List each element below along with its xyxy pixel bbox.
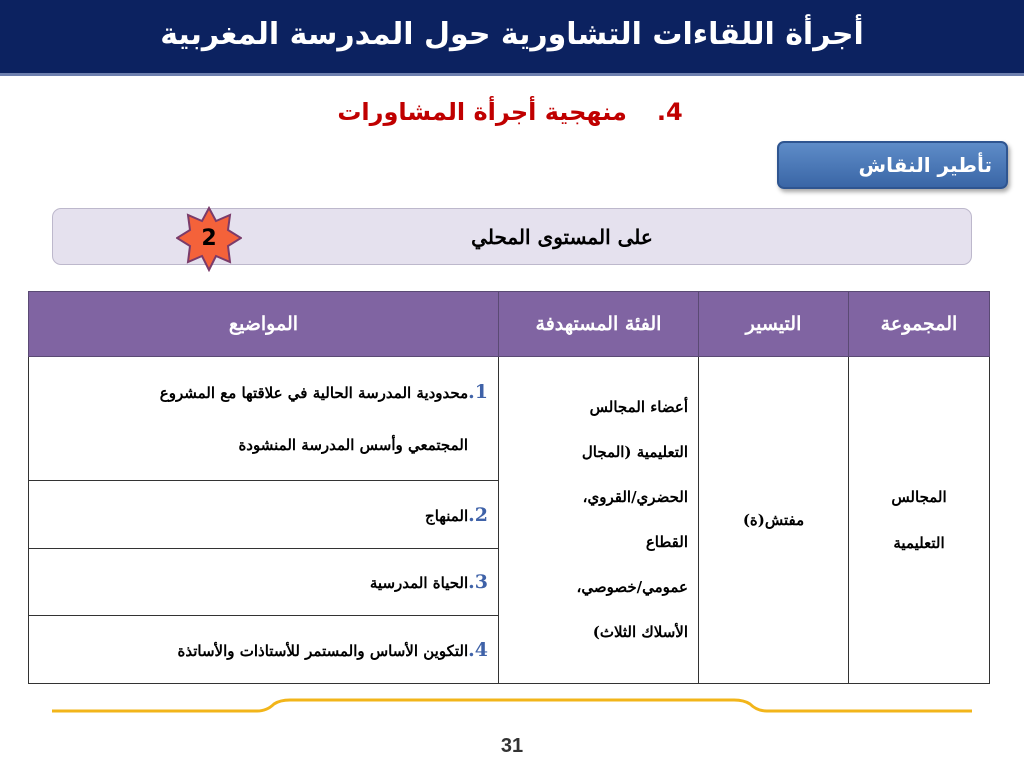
section-heading (300, 98, 720, 126)
target-line: الحضري/القروي، (582, 488, 688, 506)
section-number: 4. (656, 98, 683, 126)
topic-cell (29, 481, 499, 549)
topic-text: الحياة المدرسية (369, 574, 469, 592)
slide-title: أجرأة اللقاءات التشاورية حول المدرسة المغربية (0, 0, 1024, 76)
topic-number: 1. (468, 381, 488, 403)
target-line: القطاع (645, 533, 688, 551)
topic-cell (29, 549, 499, 616)
section-text: منهجية أجرأة المشاورات (337, 98, 627, 126)
topic-text: المنهاج (425, 506, 469, 525)
target-line: عمومي/خصوصي، (576, 578, 688, 596)
topic-number: 3. (468, 571, 488, 593)
topic-number: 4. (468, 638, 488, 661)
topic-text: التكوين الأساس والمستمر للأستاذات والأساتذة (177, 641, 469, 660)
discussion-framing-button[interactable]: تأطير النقاش (777, 141, 1008, 189)
group-line: المجالس (891, 488, 947, 506)
topic-text: محدودية المدرسة الحالية في علاقتها مع المشروع (159, 384, 469, 402)
group-cell (849, 357, 990, 684)
topic-number: 2. (468, 503, 488, 526)
header-group: المجموعة (849, 292, 990, 357)
target-line: أعضاء المجالس (589, 398, 688, 416)
topic-text: المجتمعي وأسس المدرسة المنشودة (238, 436, 468, 454)
level-badge-number: 2 (201, 226, 217, 251)
facilitator-cell: مفتش(ة) (699, 357, 849, 684)
header-facilitation: التيسير (699, 292, 849, 357)
header-target: الفئة المستهدفة (499, 292, 699, 357)
table-header-row (29, 292, 990, 357)
target-line: الأسلاك الثلاث) (592, 623, 688, 641)
target-cell (499, 357, 699, 684)
table-row (29, 357, 990, 481)
group-line: التعليمية (893, 534, 945, 552)
level-text: على المستوى المحلي (471, 225, 653, 249)
header-topics: المواضيع (29, 292, 499, 357)
footer-divider (52, 698, 972, 718)
target-line: التعليمية (المجال (581, 443, 688, 461)
topic-cell (29, 616, 499, 684)
topic-cell (29, 357, 499, 481)
consultation-table (28, 291, 990, 684)
page-number: 31 (500, 735, 524, 757)
